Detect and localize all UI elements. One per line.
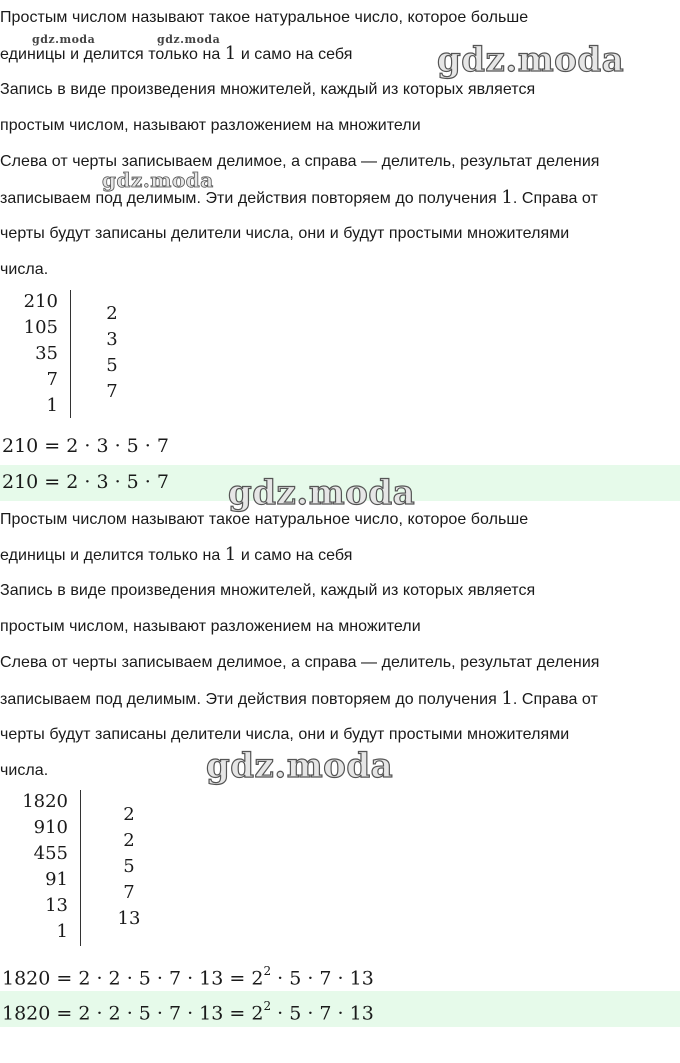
dividend: 455	[33, 843, 68, 864]
dividend: 13	[45, 895, 68, 916]
watermark-logo: gdz.moda	[228, 473, 416, 513]
dividend: 1	[46, 395, 58, 416]
method-line-1: Слева от черты записываем делимое, а справа — делитель, результат деления	[0, 654, 600, 671]
answer: $1820 = 2 \cdot 2 \cdot 5 \cdot 7 \cdot 13 = 2^2 \cdot 5 \cdot 7 \cdot 13$	[2, 999, 374, 1025]
dividend: 1	[56, 921, 68, 942]
divisor: 5	[123, 856, 135, 877]
dividend: 91	[45, 869, 68, 890]
method-line-2: записываем под делимым. Эти действия повторяем до получения 1. Справа от	[0, 688, 598, 709]
dividend: 910	[33, 817, 68, 838]
dividends-column	[10, 789, 68, 945]
division-line	[80, 790, 81, 946]
definition-prime-line-2: единицы и делится только на 1 и само на себя	[0, 544, 353, 565]
method-line-4: числа.	[0, 261, 49, 278]
dividend: 7	[46, 369, 58, 390]
definition-factorization-line-1: Запись в виде произведения множителей, каждый из которых является	[0, 582, 536, 599]
factorization-result: $1820 = 2 \cdot 2 \cdot 5 \cdot 7 \cdot 13 = 2^2 \cdot 5 \cdot 7 \cdot 13$	[2, 964, 374, 990]
divisors-column	[112, 802, 146, 932]
definition-factorization-line-1: Запись в виде произведения множителей, каждый из которых является	[0, 81, 536, 98]
method-line-3: черты будут записаны делители числа, они и будут простыми множителями	[0, 726, 570, 743]
method-line-1: Слева от черты записываем делимое, а справа — делитель, результат деления	[0, 153, 600, 170]
method-line-4: числа.	[0, 762, 49, 779]
dividend: 210	[23, 291, 58, 312]
factorization-result: 210 = 2 · 3 · 5 · 7	[2, 435, 169, 457]
divisor: 13	[117, 908, 141, 929]
watermark-logo: gdz.moda	[102, 168, 214, 192]
divisor: 2	[123, 830, 135, 851]
dividend: 35	[35, 343, 58, 364]
division-line	[70, 290, 71, 418]
method-line-3: черты будут записаны делители числа, они и будут простыми множителями	[0, 225, 570, 242]
watermark-logo: gdz.moda	[437, 40, 625, 80]
divisor: 2	[106, 303, 118, 324]
divisors-column	[100, 301, 124, 405]
divisor: 3	[106, 329, 118, 350]
definition-prime-line-1: Простым числом называют такое натуральное число, которое больше	[0, 511, 529, 528]
dividend: 1820	[22, 791, 68, 812]
divisor: 5	[106, 355, 118, 376]
answer: 210 = 2 · 3 · 5 · 7	[2, 471, 169, 493]
watermark-logo: gdz.moda	[157, 33, 221, 46]
divisor: 7	[106, 381, 118, 402]
watermark-logo: gdz.moda	[206, 746, 394, 786]
definition-factorization-line-2: простым числом, называют разложением на множители	[0, 117, 421, 134]
definition-prime-line-1: Простым числом называют такое натуральное число, которое больше	[0, 9, 529, 26]
definition-factorization-line-2: простым числом, называют разложением на множители	[0, 618, 421, 635]
method-line-2: записываем под делимым. Эти действия повторяем до получения 1. Справа от	[0, 187, 598, 208]
divisor: 2	[123, 804, 135, 825]
divisor: 7	[123, 882, 135, 903]
definition-prime-line-2: единицы и делится только на 1 и само на себя	[0, 43, 353, 64]
dividends-column	[14, 289, 58, 419]
watermark-logo: gdz.moda	[32, 33, 96, 46]
dividend: 105	[23, 317, 58, 338]
